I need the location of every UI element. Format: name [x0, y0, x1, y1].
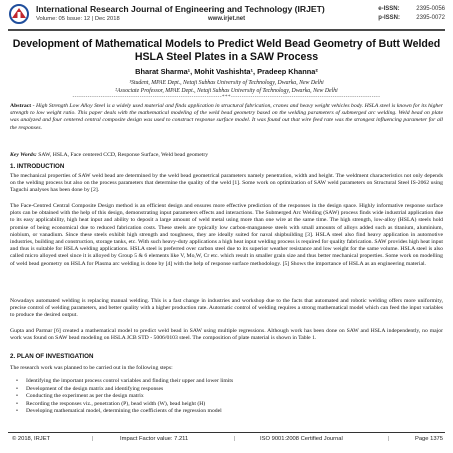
- footer-impact-factor: Impact Factor value: 7.211: [120, 436, 189, 442]
- paper-authors: Bharat Sharma¹, Mohit Vashishta¹, Pradeep Khanna²: [135, 67, 318, 76]
- plan-steps-list: [10, 378, 443, 416]
- footer-separator: |: [388, 436, 390, 442]
- footer-separator: |: [92, 436, 94, 442]
- list-item: • Identifying the important process control variables and finding their upper and lower limits: [26, 378, 443, 386]
- abstract: [10, 103, 443, 132]
- header-rule: [8, 29, 445, 31]
- journal-header: [8, 3, 445, 28]
- issn-block: [378, 5, 445, 23]
- intro-paragraph-2: The Face-Centred Central Composite Design method is an efficient design and ensures more effective prediction of the responses in the design space. Highly informative response surface plots can be obtained with the help of this design, demonstrating input parameters effects and interactions. The Submerged Arc Welding (SAW) process finds wide industrial application due to its easy applicability, high heat input and ability to deposit a large amount of weld metal using more than one wire at the same time. The high strength, low-alloy (HSLA) steels hold promise of being economical due to reduced fabrication costs. These steels are typically low carbon-manganese steels with small amounts of alloys added such as titanium, aluminium, niobium, or vanadium. Since these steels exhibit high strength and toughness, they are ideally suited for naval shipbuilding [3]. HSLA steel also find heavy application in automotive industries, building and construction, storage tanks, etc. With such heavy-duty applications a high heat input welding process is required for quality fabrication. SAW provides high heat input and thus is suitable for HSLA welding applications. HSLA steel is preferred over carbon steel due to its superior weather resistance and low weight for the same volume. HSLA steel is also called micro alloyed steel since it is alloyed by Group 5 & 6 elements like V, Mo,W, Cr etc. which result in smaller grain size and thus better mechanical properties. Some work on modelling of weld bead geometry on HSLA for Plasma arc welding is done by [4] with the help of response surface methodology. [5] Shows the importance of HSLA as an engineering material.: [10, 203, 443, 267]
- footer-rule: [8, 432, 445, 433]
- intro-paragraph-1: The mechanical properties of SAW weld bead are determined by the weld bead geometrical parameters namely penetration, width and height. The weldment characteristics not only depends on the welding process but also on the process parameters that determine the quality of the weld [1]. Some work on optimization of SAW weld parameters on Structural Steel IS-2062 using Taguchi analyses has been done by [2].: [10, 173, 443, 194]
- pissn-value: 2395-0072: [416, 15, 445, 21]
- keywords-label: Key Words:: [10, 152, 37, 158]
- eissn-label: e-ISSN:: [378, 6, 400, 12]
- keywords-text: SAW, HSLA, Face centered CCD, Response Surface, Weld bead geometry: [36, 152, 209, 158]
- list-item: • Conducting the experiment as per the design matrix: [26, 393, 443, 401]
- page-footer: [8, 436, 445, 448]
- footer-iso: ISO 9001:2008 Certified Journal: [260, 436, 343, 442]
- affiliation-2: ²Associate Professor, MPAE Dept., Netaji Subhas University of Technology, Dwarka, New Delhi: [115, 88, 338, 94]
- intro-paragraph-4: Gupta and Parmar [6] created a mathematical model to predict weld bead in SAW using multiple regressions. Although work has been done on SAW and HSLA independently, no major work was found on SAW bead modeling on HSLA JCB STD - 5006/0103 steel. The composition of plate material is shown in Table 1.: [10, 328, 443, 342]
- footer-copyright: © 2018, IRJET: [12, 436, 51, 442]
- pissn-label: p-ISSN:: [378, 15, 400, 21]
- section-heading-introduction: 1. INTRODUCTION: [10, 163, 65, 170]
- list-item: • Developing mathematical model, determining the coefficients of the regression model: [26, 408, 443, 416]
- abstract-label: Abstract: [10, 103, 32, 109]
- journal-website[interactable]: www.irjet.net: [208, 16, 246, 22]
- section-heading-plan: 2. PLAN OF INVESTIGATION: [10, 353, 94, 360]
- irjet-logo-icon: [8, 4, 30, 24]
- journal-title: International Research Journal of Engineering and Technology (IRJET): [36, 4, 325, 14]
- plan-intro: The research work was planned to be carried out in the following steps:: [10, 365, 173, 371]
- volume-issue: Volume: 05 Issue: 12 | Dec 2018: [36, 16, 120, 22]
- keywords: [10, 152, 443, 158]
- separator-line: ---------------------------------------------------------------------***---------------------------------------------------------------------: [72, 95, 381, 100]
- list-item: • Development of the design matrix and identifying responses: [26, 386, 443, 394]
- list-item: • Recording the responses viz., penetration (P), bead width (W), bead height (H): [26, 401, 443, 409]
- footer-separator: |: [234, 436, 236, 442]
- eissn-value: 2395-0056: [416, 6, 445, 12]
- paper-title: Development of Mathematical Models to Predict Weld Bead Geometry of Butt Welded HSLA Steel Plates in a SAW Process: [12, 38, 441, 63]
- intro-paragraph-3: Nowadays automated welding is replacing manual welding. This is a fast change in industries and workshop due to the facts that automated and robotic welding offers more uniformity, precise control of welding parameters, and better quality with a higher production rate. Automatic control of welding requires a strong mathematical model which can feed the input variables to produce the desired output.: [10, 298, 443, 319]
- affiliation-1: ¹Student, MPAE Dept., Netaji Subhas University of Technology, Dwarka, New Delhi: [129, 80, 324, 86]
- abstract-text: - High Strength Low Alloy Steel is a widely used material and finds application in structural fabrication, cranes and heavy weight vehicles body. HSLA steel is known for its higher strength to low weight ratio. This paper deals with the mathematical modeling of the weld bead geometry based on the welding parameters of submerged arc welding. Weld bead on plate was analyzed and four centered central composite design was used to construct response surface model. It was found out that wire feed rate was the strongest influencing parameter for all the responses.: [10, 103, 443, 131]
- footer-page-number: Page 1375: [414, 436, 443, 442]
